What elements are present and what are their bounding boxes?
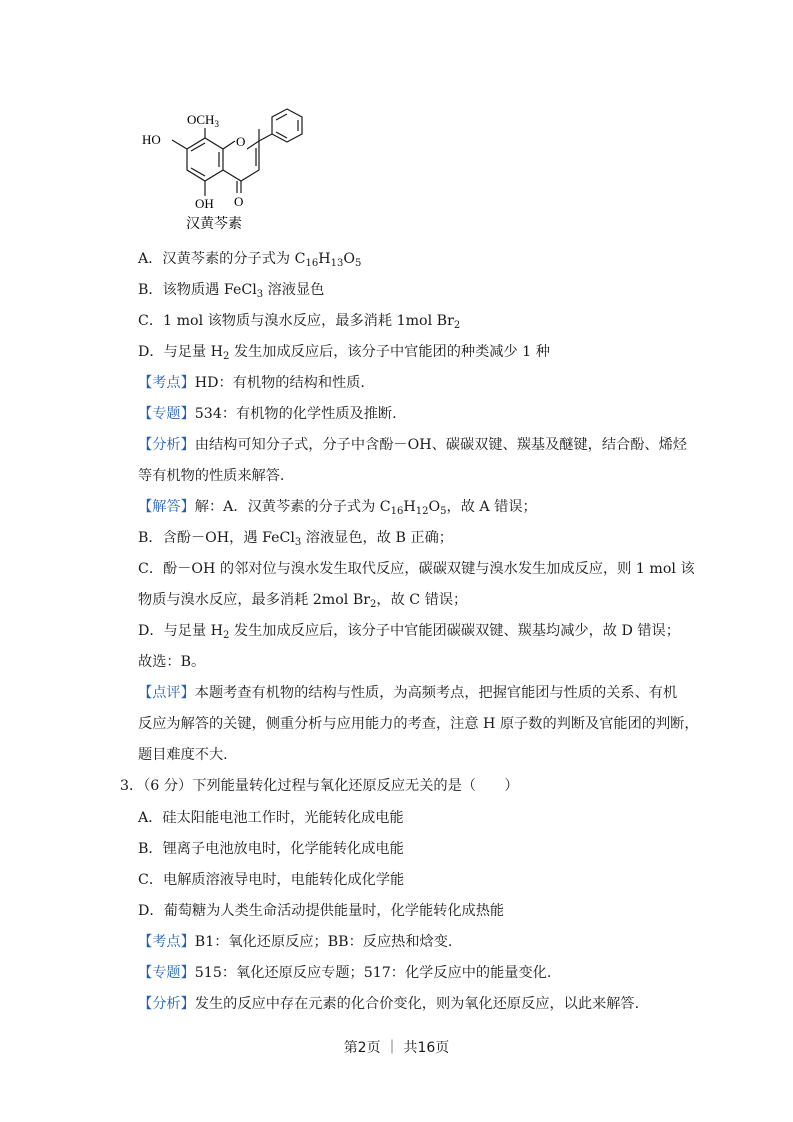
q2-zhuanti: 【专题】534：有机物的化学性质及推断.	[138, 406, 397, 422]
q2-jieda-line4: 物质与溴水反应，最多消耗 2mol $Br_2$，故 C 错误；	[138, 592, 468, 610]
zhuanti-tag: 【专题】	[138, 965, 195, 981]
q3-zhuanti: 【专题】515：氧化还原反应专题；517：化学反应中的能量变化.	[138, 965, 552, 981]
q2-jieda-line2: B．含酚－OH，遇 FeCl$_3$ 溶液显色，故 B 正确；	[138, 530, 453, 548]
q2-jieda-line1: 【解答】解：A．汉黄芩素的分子式为 $C_{16}H_{12}O_5$，故 A 错误；	[138, 499, 537, 517]
oh-label: OH	[195, 196, 214, 211]
zhuanti-tag: 【专题】	[138, 406, 195, 422]
q3-option-c: C．电解质溶液导电时，电能转化成化学能	[138, 872, 405, 888]
q3-option-a: A．硅太阳能电池工作时，光能转化成电能	[138, 810, 404, 826]
q2-option-b: B．该物质遇 FeCl$_3$ 溶液显色	[138, 282, 325, 300]
carbonyl-oxygen-label: O	[234, 194, 244, 209]
q3-kaodian: 【考点】B1：氧化还原反应；BB：反应热和焓变.	[138, 934, 453, 950]
page-footer: 第2页 ｜ 共16页	[343, 1040, 450, 1056]
q3-fenxi: 【分析】发生的反应中存在元素的化合价变化，则为氧化还原反应，以此来解答.	[138, 996, 640, 1012]
jieda-tag: 【解答】	[138, 499, 195, 515]
dianping-tag: 【点评】	[138, 685, 195, 701]
q2-fenxi-line1: 【分析】由结构可知分子式，分子中含酚－OH、碳碳双键、羰基及醚键，结合酚、烯烃	[138, 437, 687, 453]
q2-fenxi-line2: 等有机物的性质来解答.	[138, 468, 285, 484]
q2-dianping-line3: 题目难度不大.	[138, 747, 228, 763]
q2-dianping-line1: 【点评】本题考查有机物的结构与性质，为高频考点，把握官能团与性质的关系、有机	[138, 685, 678, 701]
kaodian-tag: 【考点】	[138, 934, 195, 950]
ho-label: HO	[142, 132, 161, 147]
q2-jieda-line5: D．与足量 $H_2$ 发生加成反应后，该分子中官能团碳碳双键、羰基均减少，故 D 错误；	[138, 623, 680, 641]
molecule-caption: 汉黄芩素	[186, 216, 242, 232]
q3-option-b: B．锂离子电池放电时，化学能转化成电能	[138, 841, 404, 857]
ring-oxygen-label: O	[236, 134, 246, 149]
och3-label: $OCH_3$	[187, 112, 219, 129]
q2-jieda-line6: 故选：B。	[138, 654, 206, 670]
q2-kaodian: 【考点】HD：有机物的结构和性质.	[138, 375, 365, 391]
q2-option-d: D．与足量 $H_2$ 发生加成反应后，该分子中官能团的种类减少 1 种	[138, 344, 550, 362]
fenxi-tag: 【分析】	[138, 996, 195, 1012]
fenxi-tag: 【分析】	[138, 437, 195, 453]
wogonin-structure-diagram	[132, 104, 322, 234]
q2-option-a: A．汉黄芩素的分子式为 $C_{16}H_{13}O_5$	[138, 251, 362, 269]
q2-option-c: C．1 mol 该物质与溴水反应，最多消耗 1mol $Br_2$	[138, 313, 461, 331]
q3-option-d: D．葡萄糖为人类生命活动提供能量时，化学能转化成热能	[138, 903, 505, 919]
q2-dianping-line2: 反应为解答的关键，侧重分析与应用能力的考查，注意 H 原子数的判断及官能团的判断，	[138, 716, 699, 732]
q2-jieda-line3: C．酚－OH 的邻对位与溴水发生取代反应，碳碳双键与溴水发生加成反应，则 1 mol 该	[138, 561, 695, 577]
kaodian-tag: 【考点】	[138, 375, 195, 391]
q3-stem: 3．（6 分）下列能量转化过程与氧化还原反应无关的是（ ）	[120, 778, 519, 794]
